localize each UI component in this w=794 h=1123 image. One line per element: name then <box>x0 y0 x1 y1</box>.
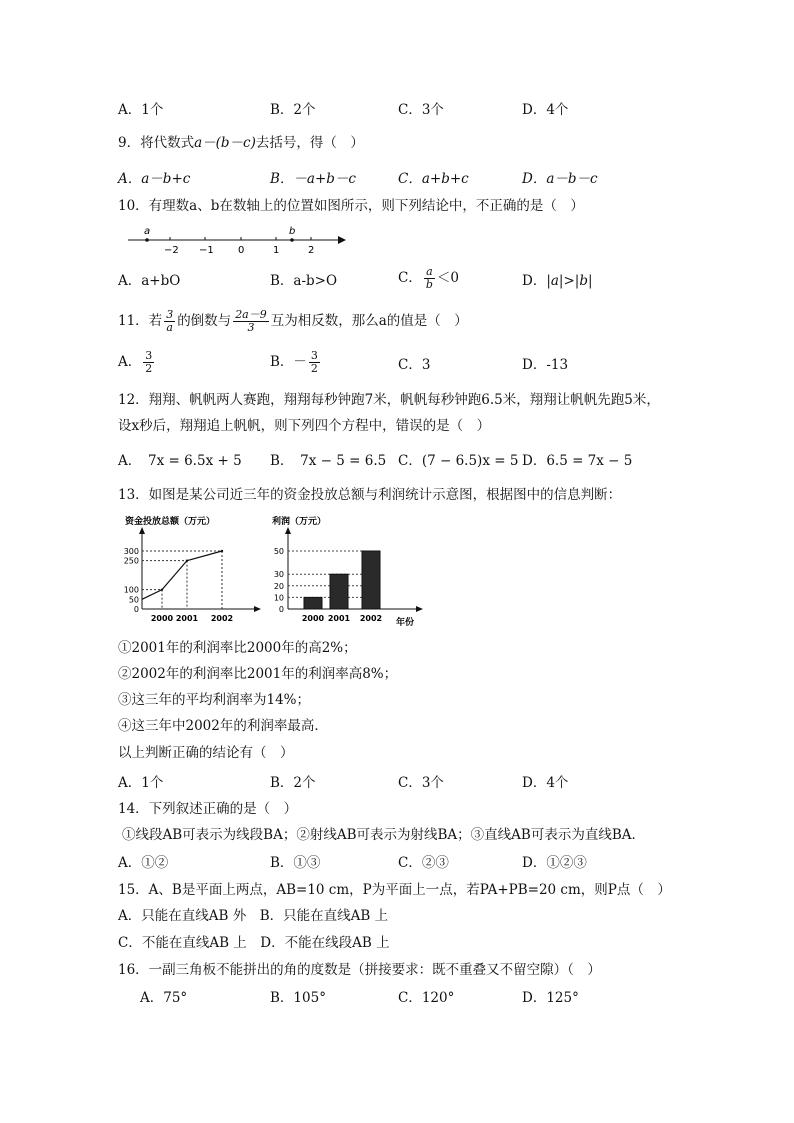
chart1-title: 资金投放总额（万元） <box>125 517 216 527</box>
q11-option-a-fraction <box>143 350 154 375</box>
q12-stem-line1: 12．翔翔、帆帆两人赛跑，翔翔每秒钟跑7米，帆帆每秒钟跑6.5米，翔翔让帆帆先跑5米， <box>118 392 660 408</box>
q9-stem-expression: a－(b－c) <box>194 135 256 151</box>
chart1-y-tick-label: 0 <box>133 605 139 614</box>
q13-option-b: B．2个 <box>270 775 316 791</box>
q9-stem-prefix: 9．将代数式 <box>118 135 195 151</box>
tick-label-0: 0 <box>238 245 245 256</box>
q12-stem-line2: 设x秒后，翔翔追上帆帆，则下列四个方程中，错误的是（ ） <box>118 418 491 434</box>
q10-option-b: B．a-b>O <box>270 273 338 289</box>
q14-stem: 14．下列叙述正确的是（ ） <box>118 801 298 817</box>
chart1-data-point <box>161 588 163 590</box>
q16-option-d: D．125° <box>522 990 579 1006</box>
chart2-x-tick-label: 2001 <box>327 614 351 623</box>
q14-option-a: A．①② <box>118 855 169 871</box>
q14-option-c: C．②③ <box>398 855 449 871</box>
chart2-x-tick-label: 2002 <box>359 614 383 623</box>
q11-option-b-fraction <box>309 350 320 375</box>
q11-option-a <box>118 350 156 375</box>
q11-fraction-1 <box>164 309 175 334</box>
q12-option-c: C．(7 − 6.5)x = 5 <box>398 453 519 469</box>
q8-option-c: C．3个 <box>398 102 444 118</box>
chart2-y-tick-label: 0 <box>278 605 284 614</box>
q13-stem: 13．如图是某公司近三年的资金投放总额与利润统计示意图，根据图中的信息判断： <box>118 487 622 503</box>
q13-option-c: C．3个 <box>398 775 444 791</box>
chart2-y-tick-label: 10 <box>273 593 284 603</box>
chart1-y-tick-label: 250 <box>123 556 139 566</box>
chart1-x-tick-label: 2002 <box>210 614 234 623</box>
q9-stem-suffix: 去括号，得（ ） <box>255 135 364 151</box>
q13-statement-3: ③这三年的平均利润率为14%； <box>118 692 311 708</box>
q15-options-cd: C．不能在直线AB 上 D．不能在线段AB 上 <box>118 935 390 951</box>
q11-option-c: C．3 <box>398 357 431 373</box>
q10-option-c <box>398 266 459 291</box>
q9-stem <box>118 134 364 152</box>
label-a: a <box>144 226 151 237</box>
point-a <box>145 238 149 242</box>
chart1-y-tick-label: 100 <box>123 585 139 595</box>
chart2-x-label: 年份 <box>396 618 415 628</box>
q11-option-a-label: A． <box>118 354 142 370</box>
q14-detail: ①线段AB可表示为线段BA；②射线AB可表示为射线BA；③直线AB可表示为直线BA． <box>122 827 646 843</box>
q16-stem: 16．一副三角板不能拼出的角的度数是（拼接要求：既不重叠又不留空隙）（ ） <box>118 962 601 978</box>
q10-option-c-label: C． <box>398 270 422 286</box>
label-b: b <box>289 226 296 237</box>
q13-statement-2: ②2002年的利润率比2001年的利润率高8%； <box>118 666 398 682</box>
q8-option-a: A．1个 <box>118 102 164 118</box>
chart2-bar <box>362 551 380 609</box>
q14-option-d: D．①②③ <box>522 855 587 871</box>
fraction-numerator: 2a－9 <box>235 308 267 321</box>
fraction-denominator: 2 <box>310 362 318 375</box>
q10-option-c-suffix: ＜0 <box>436 270 459 286</box>
q11-option-b-label: B．－ <box>270 354 307 370</box>
chart2-x-tick-label: 2000 <box>301 614 325 623</box>
q9-option-d: D．a－b－c <box>522 171 598 187</box>
q14-option-b: B．①③ <box>270 855 321 871</box>
q16-option-a: A．75° <box>140 990 188 1006</box>
chart2-y-tick-label: 50 <box>273 547 284 556</box>
q9-option-b: B．－a+b－c <box>270 171 356 187</box>
chart2-y-tick-label: 30 <box>273 570 284 580</box>
fraction-denominator: b <box>425 278 433 291</box>
q12-option-d: D．6.5 = 7x − 5 <box>522 453 633 469</box>
fraction-denominator: 3 <box>247 321 255 334</box>
investment-line-chart <box>120 512 262 630</box>
q8-option-b: B．2个 <box>270 102 316 118</box>
q12-option-a: A． 7x = 6.5x + 5 <box>118 453 242 469</box>
chart2-y-tick-label: 20 <box>273 581 284 591</box>
fraction-numerator: 3 <box>145 349 153 362</box>
q11-option-b <box>270 350 322 375</box>
q15-stem: 15．A、B是平面上两点，AB=10 cm，P为平面上一点，若PA+PB=20 cm，则P点（ ） <box>118 882 671 898</box>
q11-stem-suffix: 互为相反数，那么a的值是（ ） <box>270 313 468 329</box>
chart2-y-axis-arrow <box>285 527 291 534</box>
chart2-bar <box>330 574 348 609</box>
fraction-numerator: 3 <box>310 349 318 362</box>
chart1-y-tick-label: 300 <box>123 547 139 556</box>
chart1-series-line <box>142 551 222 599</box>
chart1-y-tick-label: 50 <box>128 595 139 605</box>
chart1-x-tick-label: 2000 <box>150 614 174 623</box>
q11-fraction-2 <box>233 309 269 334</box>
chart2-bar <box>304 597 322 609</box>
q12-option-b: B． 7x − 5 = 6.5 <box>270 453 387 469</box>
q13-statement-1: ①2001年的利润率比2000年的高2%； <box>118 640 357 656</box>
chart1-data-point <box>186 559 188 561</box>
chart2-x-axis-arrow <box>416 606 423 612</box>
q10-option-d-label: D． <box>522 273 547 289</box>
q9-option-a: A．a－b+c <box>118 171 191 187</box>
q9-option-c: C．a+b+c <box>398 171 469 187</box>
q16-option-b: B．105° <box>270 990 326 1006</box>
q10-number-line <box>122 224 346 256</box>
q11-stem-prefix: 11．若 <box>118 313 163 329</box>
profit-bar-chart <box>268 512 428 630</box>
fraction-numerator: 3 <box>166 308 174 321</box>
tick-label-2: 2 <box>308 245 315 256</box>
tick-label-1: 1 <box>273 245 280 256</box>
q10-option-d-expression: |a|>|b| <box>546 273 593 289</box>
q10-option-c-fraction <box>424 266 435 291</box>
q11-stem-middle: 的倒数与 <box>177 313 232 329</box>
q11-stem <box>118 309 468 334</box>
number-line-arrow <box>338 236 346 244</box>
fraction-denominator: a <box>166 321 173 334</box>
q15-options-ab: A．只能在直线AB 外 B．只能在直线AB 上 <box>118 908 389 924</box>
chart1-y-axis-arrow <box>139 527 145 534</box>
q10-stem: 10．有理数a、b在数轴上的位置如图所示，则下列结论中，不正确的是（ ） <box>118 198 584 214</box>
chart1-x-tick-label: 2001 <box>175 614 199 623</box>
q13-statement-4: ④这三年中2002年的利润率最高． <box>118 718 328 734</box>
fraction-numerator: a <box>424 266 435 279</box>
q16-option-c: C．120° <box>398 990 455 1006</box>
tick-label-minus2: −2 <box>164 245 179 256</box>
chart1-data-point <box>221 550 223 552</box>
q8-option-d: D．4个 <box>522 102 569 118</box>
chart1-x-axis-arrow <box>254 606 261 612</box>
fraction-denominator: 2 <box>145 362 153 375</box>
q13-question: 以上判断正确的结论有（ ） <box>118 745 294 761</box>
tick-label-minus1: −1 <box>199 245 214 256</box>
q10-option-a: A．a+bO <box>118 273 181 289</box>
q11-option-d: D．-13 <box>522 357 569 373</box>
q10-option-d <box>522 272 593 290</box>
q13-option-d: D．4个 <box>522 775 569 791</box>
q13-option-a: A．1个 <box>118 775 164 791</box>
point-b <box>290 238 294 242</box>
chart2-title: 利润（万元） <box>272 517 327 527</box>
